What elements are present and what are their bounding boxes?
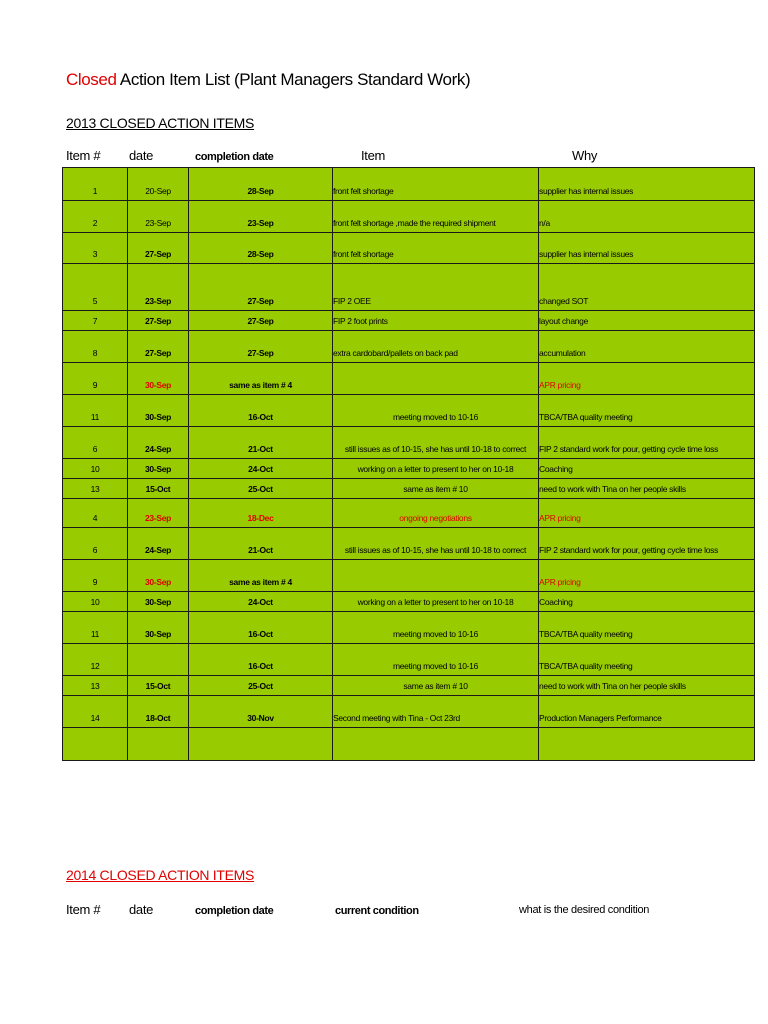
cell-date: 30-Sep	[128, 560, 189, 592]
cell-date: 24-Sep	[128, 427, 189, 459]
cell-why: Production Managers Performance	[539, 696, 755, 728]
cell-completion-date: 21-Oct	[189, 427, 333, 459]
cell-item-number: 11	[63, 612, 128, 644]
cell-completion-date: 28-Sep	[189, 168, 333, 201]
cell-item: meeting moved to 10-16	[333, 644, 539, 676]
cell-item: FIP 2 foot prints	[333, 311, 539, 331]
cell-why: need to work with Tina on her people skills	[539, 676, 755, 696]
cell-item-number: 7	[63, 311, 128, 331]
table-row	[63, 459, 755, 479]
cell-why: TBCA/TBA quality meeting	[539, 644, 755, 676]
section-2014-heading: 2014 CLOSED ACTION ITEMS	[66, 867, 255, 883]
cell-date	[128, 728, 189, 761]
cell-item-number: 10	[63, 592, 128, 612]
cell-why: FIP 2 standard work for pour, getting cycle time loss	[539, 427, 755, 459]
cell-completion-date: same as item # 4	[189, 363, 333, 395]
table-row	[63, 363, 755, 395]
cell-item-number: 4	[63, 499, 128, 528]
cell-item: same as item # 10	[333, 676, 539, 696]
page-title	[66, 70, 470, 90]
cell-item-number: 14	[63, 696, 128, 728]
cell-date: 30-Sep	[128, 592, 189, 612]
cell-date: 27-Sep	[128, 233, 189, 264]
cell-date: 20-Sep	[128, 168, 189, 201]
cell-completion-date: 23-Sep	[189, 201, 333, 233]
cell-completion-date: same as item # 4	[189, 560, 333, 592]
cell-item	[333, 560, 539, 592]
table-row	[63, 592, 755, 612]
table-row	[63, 233, 755, 264]
cell-why: accumulation	[539, 331, 755, 363]
table-row	[63, 311, 755, 331]
cell-item-number: 2	[63, 201, 128, 233]
cell-completion-date: 28-Sep	[189, 233, 333, 264]
table-row	[63, 728, 755, 761]
cell-item-number: 1	[63, 168, 128, 201]
cell-item: still issues as of 10-15, she has until 10-18 to correct	[333, 427, 539, 459]
cell-completion-date: 24-Oct	[189, 592, 333, 612]
cell-item: working on a letter to present to her on 10-18	[333, 459, 539, 479]
header-2014-desired-condition: what is the desired condition	[519, 904, 650, 916]
table-row	[63, 528, 755, 560]
cell-completion-date: 18-Dec	[189, 499, 333, 528]
table-row	[63, 201, 755, 233]
cell-item-number: 9	[63, 560, 128, 592]
cell-item-number: 13	[63, 479, 128, 499]
cell-date: 30-Sep	[128, 612, 189, 644]
cell-item: working on a letter to present to her on 10-18	[333, 592, 539, 612]
cell-item-number: 8	[63, 331, 128, 363]
header-completion-date: completion date	[195, 151, 274, 163]
cell-date: 30-Sep	[128, 363, 189, 395]
cell-why: APR pricing	[539, 560, 755, 592]
cell-completion-date	[189, 728, 333, 761]
cell-date: 24-Sep	[128, 528, 189, 560]
table-row	[63, 168, 755, 201]
cell-completion-date: 24-Oct	[189, 459, 333, 479]
cell-item-number: 3	[63, 233, 128, 264]
cell-date: 27-Sep	[128, 311, 189, 331]
table-row	[63, 676, 755, 696]
cell-completion-date: 16-Oct	[189, 644, 333, 676]
cell-completion-date: 27-Sep	[189, 264, 333, 311]
table-row	[63, 644, 755, 676]
cell-item-number: 5	[63, 264, 128, 311]
table-row	[63, 499, 755, 528]
cell-item: front felt shortage	[333, 233, 539, 264]
section-2013-heading: 2013 CLOSED ACTION ITEMS	[66, 115, 255, 131]
cell-item: FIP 2 OEE	[333, 264, 539, 311]
cell-why: supplier has internal issues	[539, 168, 755, 201]
table-row	[63, 479, 755, 499]
header-2014-completion-date: completion date	[195, 905, 274, 917]
cell-why: layout change	[539, 311, 755, 331]
header-item-number: Item #	[66, 148, 101, 163]
cell-why: APR pricing	[539, 499, 755, 528]
closed-items-2013-table	[62, 167, 755, 761]
cell-why: n/a	[539, 201, 755, 233]
cell-item	[333, 363, 539, 395]
cell-why: APR pricing	[539, 363, 755, 395]
cell-date: 18-Oct	[128, 696, 189, 728]
table-row	[63, 696, 755, 728]
cell-item-number: 6	[63, 427, 128, 459]
header-item: Item	[361, 148, 386, 163]
cell-item-number: 9	[63, 363, 128, 395]
table-row	[63, 395, 755, 427]
cell-item-number	[63, 728, 128, 761]
closed-items-2013-rows	[63, 168, 755, 761]
cell-item: Second meeting with Tina - Oct 23rd	[333, 696, 539, 728]
cell-completion-date: 16-Oct	[189, 612, 333, 644]
cell-date	[128, 644, 189, 676]
header-why: Why	[572, 148, 598, 163]
cell-date: 30-Sep	[128, 395, 189, 427]
table-row	[63, 427, 755, 459]
cell-why: changed SOT	[539, 264, 755, 311]
cell-why: FIP 2 standard work for pour, getting cycle time loss	[539, 528, 755, 560]
cell-why	[539, 728, 755, 761]
cell-why: supplier has internal issues	[539, 233, 755, 264]
cell-completion-date: 25-Oct	[189, 479, 333, 499]
cell-why: TBCA/TBA quality meeting	[539, 612, 755, 644]
table-row	[63, 264, 755, 311]
table-row	[63, 331, 755, 363]
cell-completion-date: 27-Sep	[189, 311, 333, 331]
cell-item-number: 12	[63, 644, 128, 676]
table-row	[63, 612, 755, 644]
cell-item-number: 10	[63, 459, 128, 479]
title-rest: Action Item List (Plant Managers Standard Work)	[116, 70, 471, 89]
cell-item	[333, 728, 539, 761]
cell-item: front felt shortage ,made the required shipment	[333, 201, 539, 233]
cell-completion-date: 25-Oct	[189, 676, 333, 696]
cell-item: still issues as of 10-15, she has until 10-18 to correct	[333, 528, 539, 560]
cell-item: extra cardobard/pallets on back pad	[333, 331, 539, 363]
cell-date: 23-Sep	[128, 499, 189, 528]
cell-date: 23-Sep	[128, 201, 189, 233]
cell-item: meeting moved to 10-16	[333, 612, 539, 644]
table-row	[63, 560, 755, 592]
cell-why: need to work with Tina on her people skills	[539, 479, 755, 499]
cell-item: same as item # 10	[333, 479, 539, 499]
cell-item: ongoing negotiations	[333, 499, 539, 528]
header-date: date	[129, 148, 154, 163]
cell-date: 23-Sep	[128, 264, 189, 311]
cell-date: 30-Sep	[128, 459, 189, 479]
cell-date: 15-Oct	[128, 676, 189, 696]
cell-why: TBCA/TBA quality meeting	[539, 395, 755, 427]
cell-item-number: 13	[63, 676, 128, 696]
cell-item-number: 11	[63, 395, 128, 427]
cell-item: meeting moved to 10-16	[333, 395, 539, 427]
header-2014-item-number: Item #	[66, 902, 101, 917]
cell-item-number: 6	[63, 528, 128, 560]
header-2014-current-condition: current condition	[335, 905, 419, 917]
cell-why: Coaching	[539, 459, 755, 479]
cell-why: Coaching	[539, 592, 755, 612]
cell-completion-date: 30-Nov	[189, 696, 333, 728]
header-2014-date: date	[129, 902, 154, 917]
title-closed-word: Closed	[66, 70, 117, 89]
cell-item: front felt shortage	[333, 168, 539, 201]
cell-date: 27-Sep	[128, 331, 189, 363]
cell-completion-date: 16-Oct	[189, 395, 333, 427]
cell-date: 15-Oct	[128, 479, 189, 499]
cell-completion-date: 27-Sep	[189, 331, 333, 363]
cell-completion-date: 21-Oct	[189, 528, 333, 560]
